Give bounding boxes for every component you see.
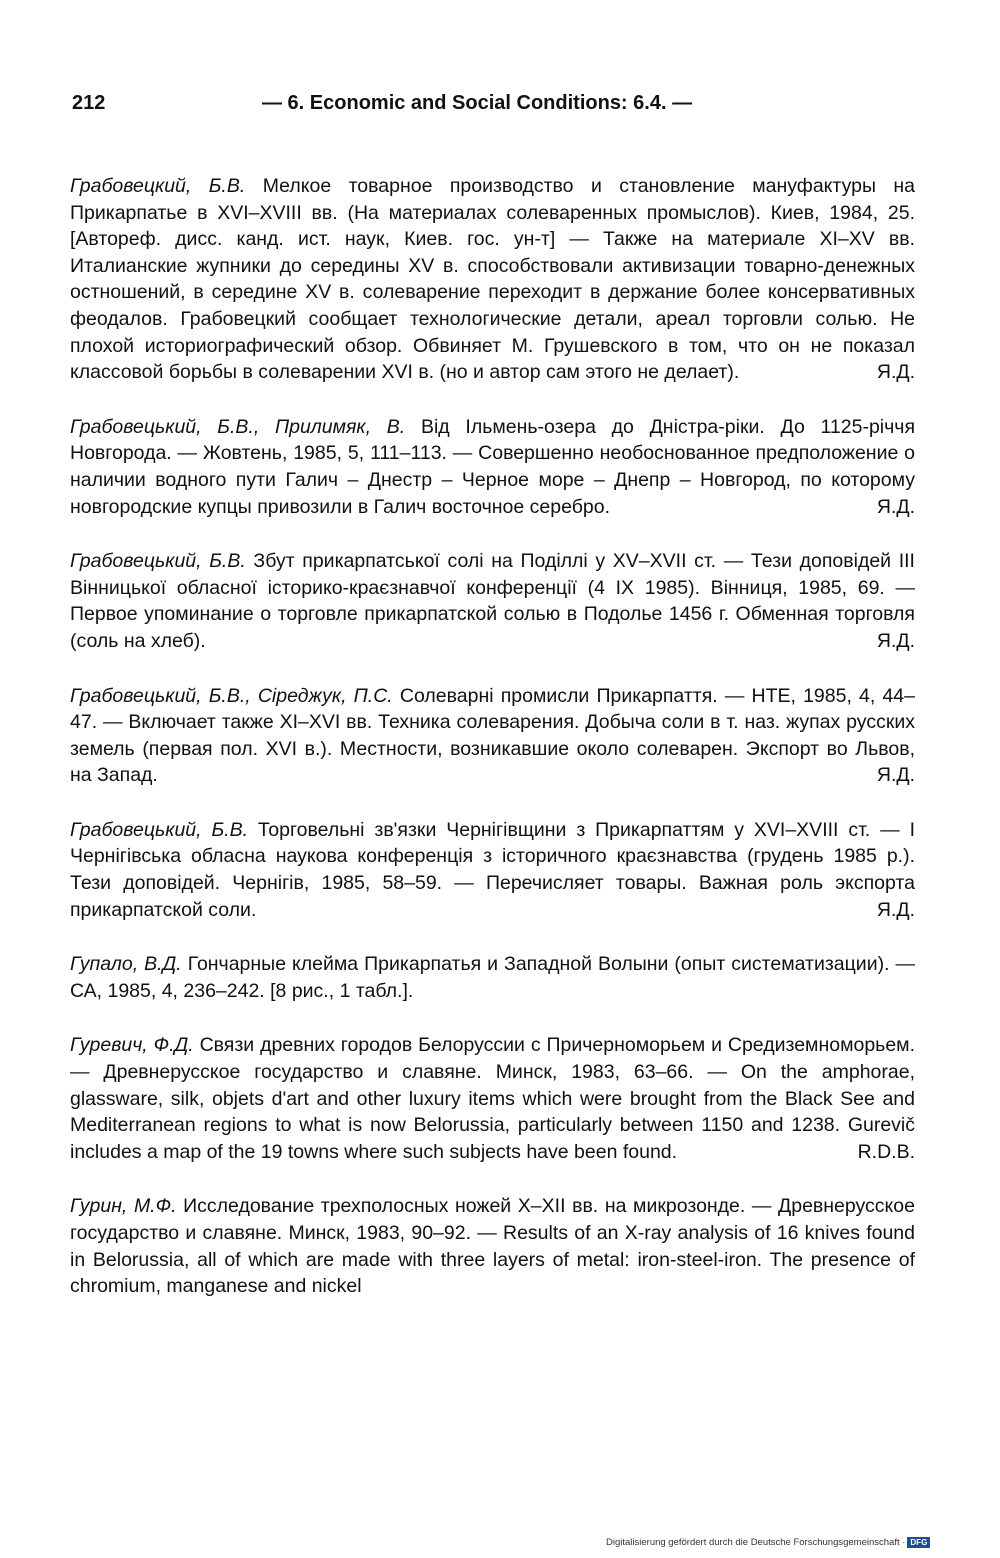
bibliography-entry <box>70 1193 915 1299</box>
entry-author: Гурин, М.Ф. <box>70 1195 177 1218</box>
digitization-footer <box>606 1537 996 1548</box>
dfg-logo-icon: DFG <box>907 1537 930 1548</box>
bibliography-entry <box>70 951 915 1004</box>
bibliography-entry <box>70 548 915 654</box>
entry-author: Гуревич, Ф.Д. <box>70 1034 194 1057</box>
entry-text: Исследование трехполосных ножей X–XII вв. на микрозонде. — Древнерусское государство и славяне. Минск, 1983, 90–92. — Results of an X-ray analysis of 16 knives found in Belorussia, all of which are made with three layers of metal: iron-steel-iron. The presence of chromium, manganese and nickel <box>70 1195 915 1298</box>
footer-text: Digitalisierung gefördert durch die Deutsche Forschungsgemeinschaft · <box>606 1537 906 1549</box>
entry-initials: R.D.B. <box>857 1140 915 1163</box>
entry-author: Гупало, В.Д. <box>70 953 182 976</box>
entry-text: Від Ільмень-озера до Дністра-ріки. До 1125-річчя Новгорода. — Жовтень, 1985, 5, 111–113. — Совершенно необоснованное предположение о наличии водного пути Галич – Днестр – Черное море – Днепр – Новгород, по которому новгородские купцы привозили в Галич восточное серебро. <box>70 415 915 518</box>
entry-text: Солеварні промисли Прикарпаття. — НТЕ, 1985, 4, 44–47. — Включает также XI–XVI вв. Техника солеварения. Добыча соли в т. наз. жупах русских земель (первая пол. XVI в.). Местности, возникавшие около солеварен. Экспорт во Львов, на Запад. <box>70 684 915 787</box>
entry-author: Грабовецкий, Б.В. <box>70 175 246 197</box>
entry-initials: Я.Д. <box>876 495 915 518</box>
entry-initials: Я.Д. <box>876 361 915 384</box>
bibliography-entry <box>70 817 915 923</box>
entry-initials: Я.Д. <box>876 629 915 652</box>
entry-text: Збут прикарпатської солі на Поділлі у XV–XVII ст. — Тези доповідей III Вінницької обласної історико-краєзнавчої конференції (4 IX 1985). Вінниця, 1985, 69. — Первое упоминание о торговле прикарпатской солью в Подолье 1456 г. Обменная торговля (соль на хлеб). <box>70 550 915 652</box>
bibliography-entry <box>70 173 915 386</box>
entry-text: Гончарные клейма Прикарпатья и Западной Волыни (опыт систематизации). — СА, 1985, 4, 236–242. [8 рис., 1 табл.]. <box>70 953 915 1002</box>
page-header <box>72 92 920 124</box>
bibliography-entry <box>70 1032 915 1165</box>
entry-text: Мелкое товарное производство и становление мануфактуры на Прикарпатье в XVI–XVIII вв. (На материалах солеваренных промыслов). Киев, 1984, 25. [Автореф. дисс. канд. ист. наук, Киев. гос. ун-т] — Также на материале XI–XV вв. Италианские жупники до середины XV в. способствовали активизации товарно-денежных остношений, в середине XV в. солеварение переходит в держание более консервативных феодалов. Грабовецкий сообщает технологические детали, ареал торговли солью. Не плохой историографический обзор. Обвиняет М. Грушевского в том, что он не показал классовой борьбы в солеварении XVI в. (но и автор сам этого не делает). <box>70 175 915 384</box>
running-head: — 6. Economic and Social Conditions: 6.4. — <box>262 92 693 114</box>
bibliography-entries <box>70 173 915 1328</box>
entry-text: Связи древних городов Белоруссии с Причерноморьем и Средиземноморьем. — Древнерусское государство и славяне. Минск, 1983, 63–66. — On the amphorae, glassware, silk, objets d'art and other luxury items which were brought from the Black See and Mediterranean regions to what is now Belorussia, particularly between 1150 and 1238. Gurevič includes a map of the 19 towns where such subjects have been found. <box>70 1034 915 1163</box>
page-number: 212 <box>72 92 106 114</box>
bibliography-entry <box>70 414 915 520</box>
entry-initials: Я.Д. <box>876 764 915 787</box>
entry-author: Грабовецький, Б.В., Сіреджук, П.С. <box>70 684 393 707</box>
entry-text: Торговельні зв'язки Чернігівщини з Прикарпаттям у XVI–XVIII ст. — I Чернігівська обласна наукова конференція з історичного краєзнавства (грудень 1985 р.). Тези доповідей. Чернігів, 1985, 58–59. — Перечисляет товары. Важная роль экспорта прикарпатской соли. <box>70 818 915 921</box>
entry-initials: Я.Д. <box>876 898 915 921</box>
entry-author: Грабовецький, Б.В., Прилимяк, В. <box>70 415 406 438</box>
bibliography-entry <box>70 683 915 789</box>
entry-author: Грабовецький, Б.В. <box>70 818 248 841</box>
entry-author: Грабовецький, Б.В. <box>70 550 246 573</box>
